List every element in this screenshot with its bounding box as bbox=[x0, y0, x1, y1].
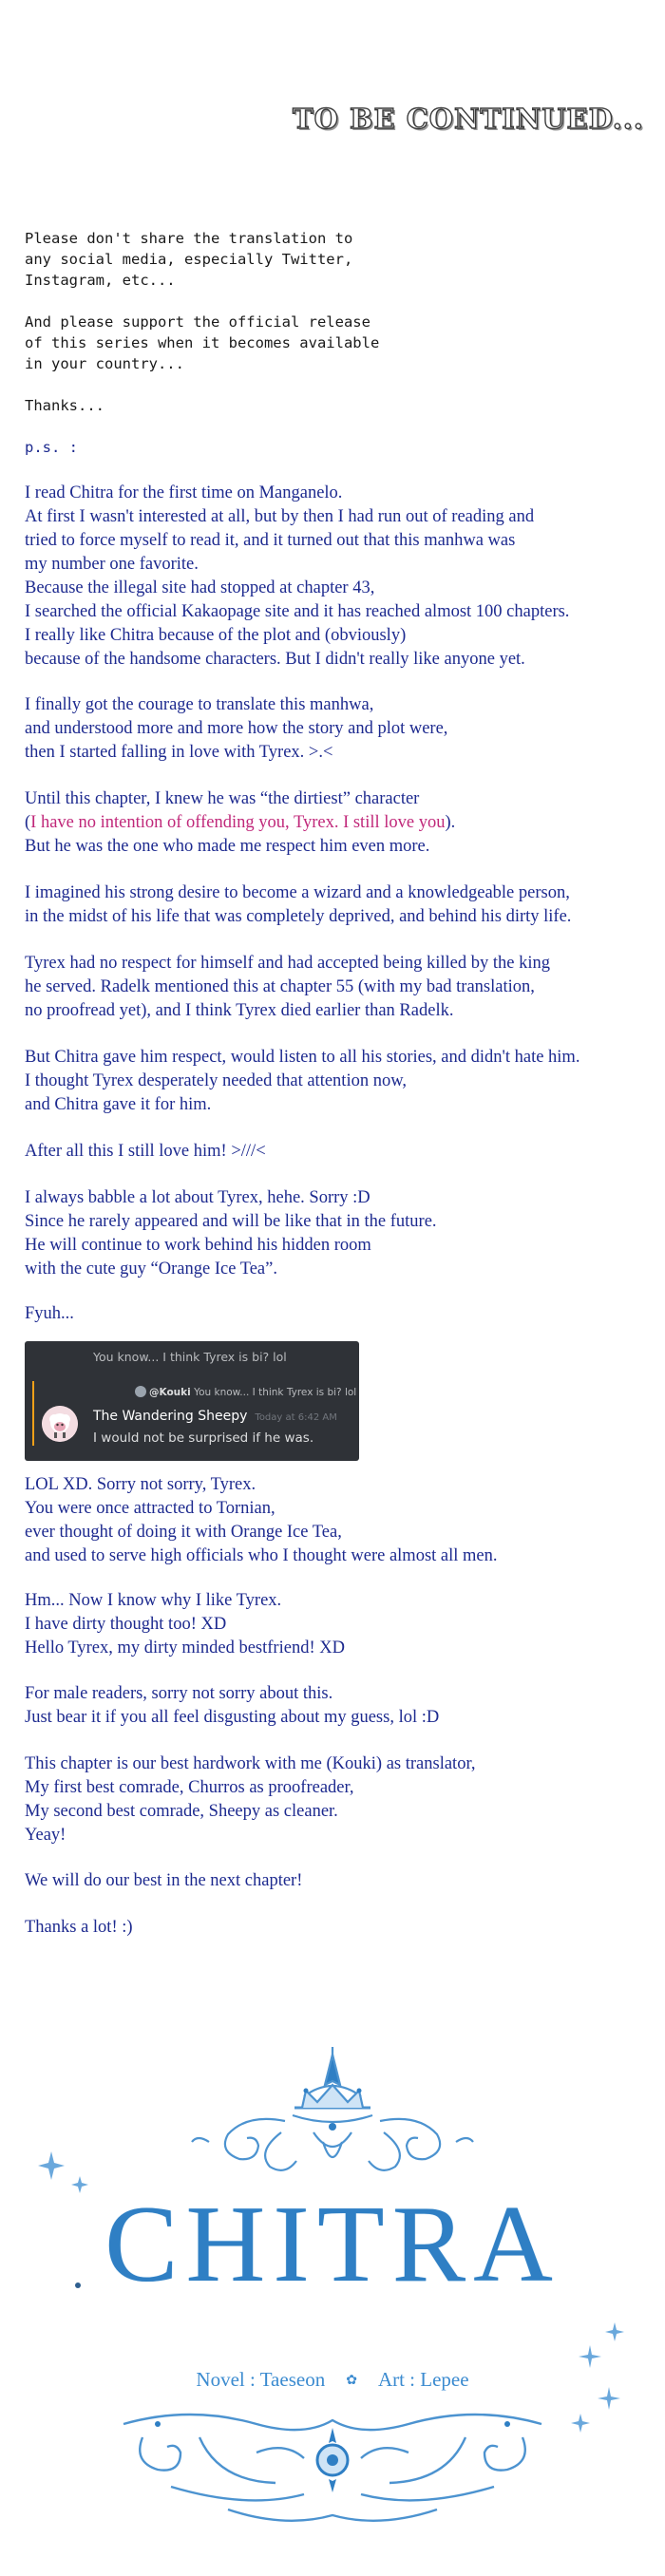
highlight-text: I have no intention of offending you, Tyrex. I still love you bbox=[30, 813, 446, 832]
notice-line: of this series when it becomes available bbox=[25, 334, 380, 351]
text-line: ( bbox=[25, 813, 31, 832]
paragraph-dirtiest bbox=[25, 787, 455, 859]
sheep-avatar-icon bbox=[42, 1406, 78, 1442]
discord-screenshot bbox=[25, 1341, 359, 1461]
paragraph-chitra: But Chitra gave him respect, would listen to all his stories, and didn't hate him. I thought Tyrex desperately needed that attention now, and Chitra gave it for him. bbox=[25, 1048, 580, 1114]
paragraph-desire: I imagined his strong desire to become a wizard and a knowledgeable person, in the midst of his life that was completely deprived, and behind his dirty life. bbox=[25, 883, 572, 926]
discord-username bbox=[93, 1409, 337, 1424]
notice-line: in your country... bbox=[25, 355, 184, 372]
discord-top-message: You know... I think Tyrex is bi? lol bbox=[93, 1350, 287, 1364]
paragraph-next-chapter: We will do our best in the next chapter! bbox=[25, 1871, 303, 1890]
flower-bullet-icon: ✿ bbox=[346, 2374, 357, 2388]
paragraph-dirty-thought: Hm... Now I know why I like Tyrex. I have dirty thought too! XD Hello Tyrex, my dirty minded bestfriend! XD bbox=[25, 1591, 345, 1657]
discord-reply-quote bbox=[135, 1386, 356, 1398]
paragraph-fyuh: Fyuh... bbox=[25, 1304, 74, 1323]
paragraph-male-readers: For male readers, sorry not sorry about this. Just bear it if you all feel disgusting about my guess, lol :D bbox=[25, 1684, 440, 1727]
chitra-logo-title: CHITRA bbox=[104, 2184, 560, 2305]
notice-line: And please support the official release bbox=[25, 313, 370, 331]
paragraph-thanks: Thanks a lot! :) bbox=[25, 1918, 133, 1937]
paragraph-courage: I finally got the courage to translate this manhwa, and understood more and more how the story and plot were, then I started falling in love with Tyrex. >.< bbox=[25, 695, 448, 762]
to-be-continued-heading: TO BE CONTINUED... bbox=[293, 103, 644, 135]
art-credit: Art : Lepee bbox=[377, 2368, 469, 2391]
discord-timestamp: Today at 6:42 AM bbox=[255, 1412, 337, 1423]
paragraph-intro: I read Chitra for the first time on Manganelo. At first I wasn't interested at all, but by then I had run out of reading and tried to force myself to read it, and it turned out that this manhwa was my number one favorite. Because the illegal site had stopped at chapter 43, I searched the official Kakaopage site and it has reached almost 100 chapters. I really like Chitra because of the plot and (obviously) because of the handsome characters. But I didn't really like anyone yet. bbox=[25, 483, 570, 669]
discord-reply-user: @Kouki bbox=[149, 1387, 191, 1398]
text-line: But he was the one who made me respect him even more. bbox=[25, 837, 430, 856]
novel-credit: Novel : Taeseon bbox=[196, 2368, 326, 2391]
notice-line: Please don't share the translation to bbox=[25, 230, 353, 247]
notice-line: Instagram, etc... bbox=[25, 272, 176, 289]
text-line: Until this chapter, I knew he was “the dirtiest” character bbox=[25, 789, 420, 808]
crown-ornament-icon bbox=[190, 2047, 475, 2189]
notice-line: any social media, especially Twitter, bbox=[25, 251, 353, 268]
notice-line: Thanks... bbox=[25, 397, 104, 414]
paragraph-lol: LOL XD. Sorry not sorry, Tyrex. You were once attracted to Tornian, ever thought of doing it with Orange Ice Tea, and used to serve high officials who I thought were almost all men. bbox=[25, 1475, 498, 1565]
paragraph-credits: This chapter is our best hardwork with me (Kouki) as translator, My first best comrade, Churros as proofreader, My second best comrade, Sheepy as cleaner. Yeay! bbox=[25, 1754, 476, 1845]
ps-label: p.s. : bbox=[25, 439, 78, 456]
mini-avatar-icon bbox=[135, 1386, 146, 1397]
discord-reply-text: You know... I think Tyrex is bi? lol bbox=[194, 1387, 357, 1398]
bottom-ornament-icon bbox=[114, 2396, 551, 2538]
author-credits bbox=[0, 2368, 665, 2392]
paragraph-love: After all this I still love him! >///< bbox=[25, 1142, 266, 1161]
text-line: ). bbox=[445, 813, 456, 832]
paragraph-babble: I always babble a lot about Tyrex, hehe. Sorry :D Since he rarely appeared and will be like that in the future. He will continue to work behind his hidden room with the cute guy “Orange Ice Tea”. bbox=[25, 1188, 437, 1279]
username-text: The Wandering Sheepy bbox=[93, 1409, 248, 1424]
discord-message: I would not be surprised if he was. bbox=[93, 1430, 314, 1446]
notice-block bbox=[25, 228, 379, 458]
paragraph-respect: Tyrex had no respect for himself and had accepted being killed by the king he served. Radelk mentioned this at chapter 55 (with my bad translation, no proofread yet), and I think Tyrex died earlier than Radelk. bbox=[25, 954, 551, 1020]
discord-reply-bar bbox=[32, 1381, 34, 1446]
